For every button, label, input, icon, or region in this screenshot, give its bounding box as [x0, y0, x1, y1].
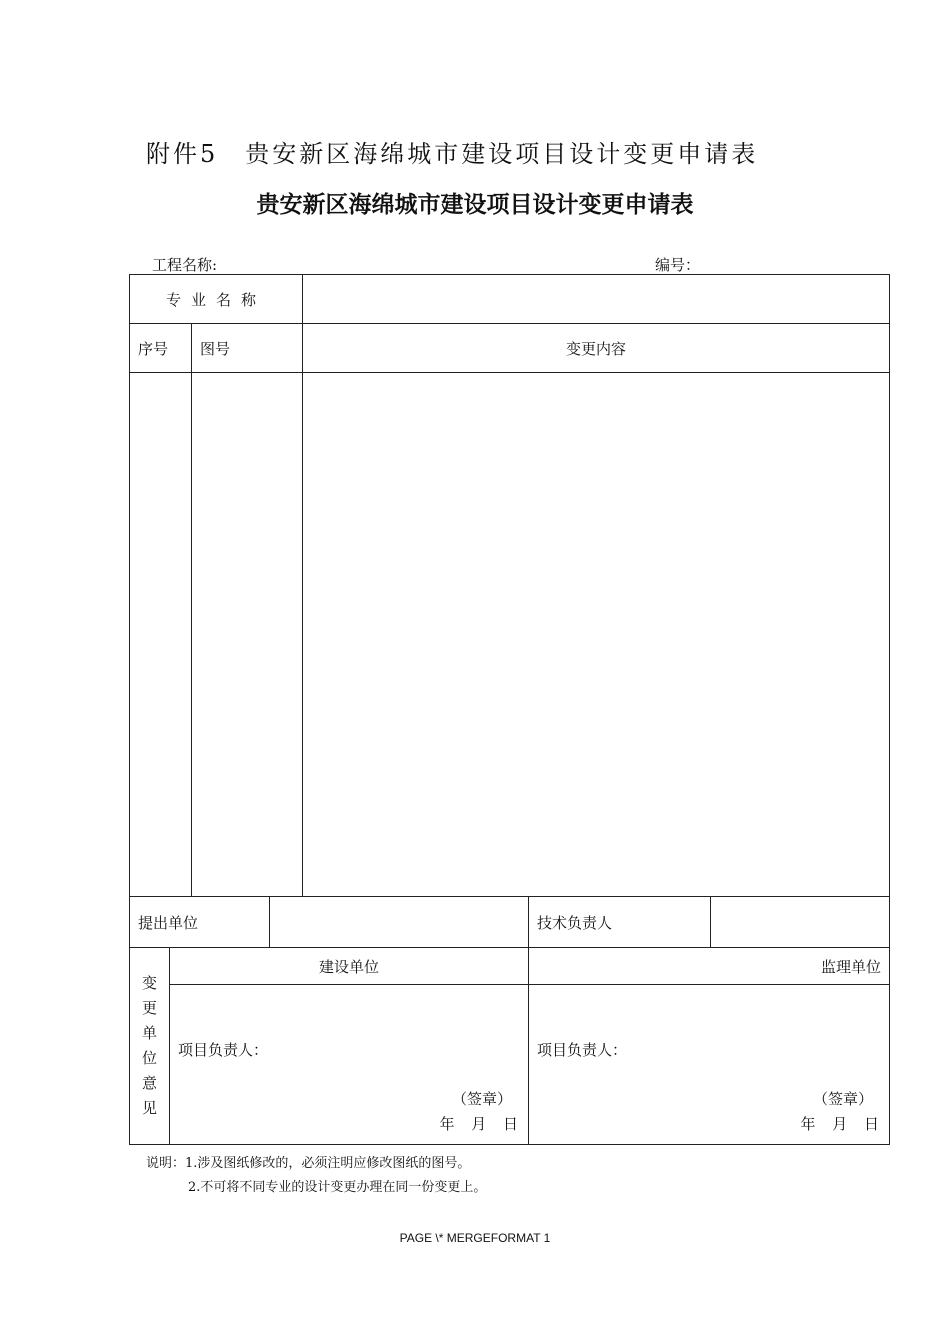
attachment-title: 附件5 贵安新区海绵城市建设项目设计变更申请表 — [146, 140, 759, 168]
supervision-unit-header: 监理单位 — [529, 948, 890, 985]
supervision-project-lead-label: 项目负责人： — [537, 1041, 628, 1059]
change-request-form — [129, 274, 890, 1145]
construction-date-label: 年 月 日 — [439, 1115, 519, 1133]
construction-seal-label: （签章） — [452, 1090, 513, 1108]
project-name-label: 工程名称: — [152, 256, 218, 274]
note-1: 说明：1.涉及图纸修改的，必须注明应修改图纸的图号。 — [146, 1156, 471, 1171]
supervision-date-label: 年 月 日 — [800, 1115, 880, 1133]
proposer-label: 提出单位 — [130, 897, 270, 948]
specialty-label: 专业名称 — [130, 275, 303, 324]
opinion-label: 变更单位意见 — [130, 948, 170, 1145]
index-cell[interactable] — [130, 373, 192, 897]
construction-unit-header: 建设单位 — [170, 948, 529, 985]
col-content-header: 变更内容 — [303, 324, 890, 373]
construction-project-lead-label: 项目负责人： — [178, 1041, 269, 1059]
content-cell[interactable] — [303, 373, 890, 897]
construction-opinion[interactable] — [170, 985, 529, 1145]
specialty-value[interactable] — [303, 275, 890, 324]
supervision-opinion[interactable] — [529, 985, 890, 1145]
tech-lead-label: 技术负责人 — [529, 897, 711, 948]
page-title: 贵安新区海绵城市建设项目设计变更申请表 — [256, 192, 694, 218]
supervision-seal-label: （签章） — [813, 1090, 874, 1108]
proposer-value[interactable] — [270, 897, 529, 948]
drawing-cell[interactable] — [192, 373, 303, 897]
page-footer: PAGE \* MERGEFORMAT 1 — [399, 1231, 551, 1245]
note-2: 2.不可将不同专业的设计变更办理在同一份变更上。 — [188, 1180, 487, 1195]
col-index-header: 序号 — [130, 324, 192, 373]
col-drawing-header: 图号 — [192, 324, 303, 373]
tech-lead-value[interactable] — [711, 897, 890, 948]
number-label: 编号： — [655, 256, 701, 274]
